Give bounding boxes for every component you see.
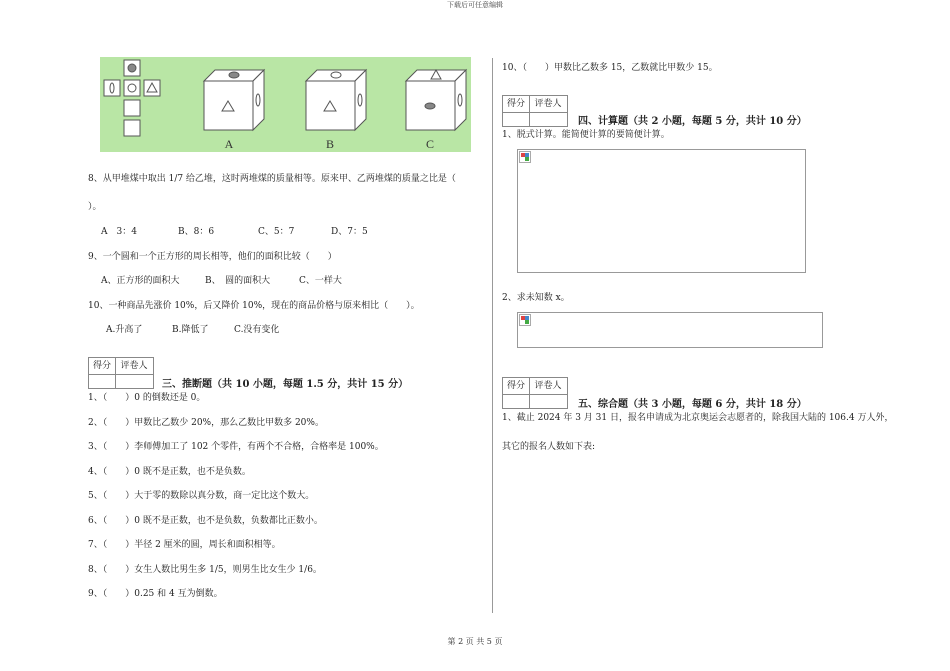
- judge-item-4: 4、（ ）0 既不是正数，也不是负数。: [88, 467, 251, 477]
- q10-option-c: C.没有变化: [234, 325, 280, 335]
- section3-score-box: [88, 357, 154, 389]
- column-divider: [492, 58, 493, 613]
- section5-title: 五、综合题（共 3 小题，每题 6 分，共计 18 分）: [578, 399, 807, 410]
- q10-option-b: B.降低了: [172, 325, 209, 335]
- grader-label: 评卷人: [534, 99, 562, 109]
- judge-item-3: 3、（ ）李师傅加工了 102 个零件，有两个不合格，合格率是 100%。: [88, 442, 384, 452]
- cube-b-label: B: [325, 137, 335, 151]
- section5-score-box: [502, 377, 568, 409]
- score-label: 得分: [89, 358, 116, 374]
- score-label: 得分: [503, 96, 530, 112]
- section4-title: 四、计算题（共 2 小题，每题 5 分，共计 10 分）: [578, 116, 807, 127]
- judge-item-7: 7、（ ）半径 2 厘米的圆，周长和面积相等。: [88, 540, 281, 550]
- q8-option-c: C、5：7: [258, 227, 295, 237]
- score-label: 得分: [503, 378, 530, 394]
- cube-figure: [100, 57, 471, 152]
- judge-item-10: 10、（ ）甲数比乙数多 15，乙数就比甲数少 15。: [502, 63, 718, 73]
- page-footer: 第 2 页 共 5 页: [447, 637, 503, 646]
- q8-stem-line1: 8、从甲堆煤中取出 1/7 给乙堆，这时两堆煤的质量相等。原来甲、乙两堆煤的质量之比是（: [88, 174, 456, 184]
- q8-option-b: B、8：6: [178, 227, 215, 237]
- grader-label: 评卷人: [534, 381, 562, 391]
- calc-q2-image: [517, 312, 823, 348]
- grader-label: 评卷人: [120, 361, 148, 371]
- q8-stem-line2: ）。: [88, 202, 102, 212]
- judge-item-9: 9、（ ）0.25 和 4 互为倒数。: [88, 589, 223, 599]
- cube-b: [306, 70, 366, 130]
- calc-q1: 1、脱式计算。能简便计算的要简便计算。: [502, 130, 670, 140]
- q8-option-a: A 3：4: [101, 227, 137, 237]
- calc-q2: 2、求未知数 x。: [502, 293, 570, 303]
- cube-a-label: A: [224, 137, 234, 151]
- q9-stem: 9、一个圆和一个正方形的周长相等，他们的面积比较（ ）: [88, 252, 337, 262]
- cube-c: [406, 70, 466, 130]
- synthesis-q1-line1: 1、截止 2024 年 3 月 31 日，报名申请成为北京奥运会志愿者的，除我国大陆的 106.4 万人外，: [502, 413, 894, 423]
- q9-option-c: C、一样大: [299, 276, 342, 286]
- cube-c-label: C: [425, 137, 435, 151]
- judge-item-2: 2、（ ）甲数比乙数少 20%，那么乙数比甲数多 20%。: [88, 418, 324, 428]
- q8-option-d: D、7：5: [331, 227, 368, 237]
- q10-stem: 10、一种商品先涨价 10%，后又降价 10%，现在的商品价格与原来相比（ ）。: [88, 301, 420, 311]
- q9-option-b: B、 圆的面积大: [205, 276, 271, 286]
- judge-item-5: 5、（ ）大于零的数除以真分数，商一定比这个数大。: [88, 491, 315, 501]
- judge-item-8: 8、（ ）女生人数比男生多 1/5，则男生比女生少 1/6。: [88, 565, 322, 575]
- page-header: 下载后可任意编辑: [447, 1, 503, 9]
- judge-item-1: 1、（ ）0 的倒数还是 0。: [88, 393, 206, 403]
- synthesis-q1-line2: 其它的报名人数如下表:: [502, 442, 596, 452]
- q10-option-a: A.升高了: [106, 325, 143, 335]
- section3-title: 三、推断题（共 10 小题，每题 1.5 分，共计 15 分）: [162, 379, 409, 390]
- cube-drawing: [100, 57, 471, 152]
- cube-a: [204, 70, 264, 130]
- q9-option-a: A、正方形的面积大: [101, 276, 180, 286]
- section4-score-box: [502, 95, 568, 127]
- judge-item-6: 6、（ ）0 既不是正数，也不是负数，负数都比正数小。: [88, 516, 323, 526]
- broken-image-icon: [519, 151, 531, 163]
- calc-q1-image: [517, 149, 806, 273]
- broken-image-icon: [519, 314, 531, 326]
